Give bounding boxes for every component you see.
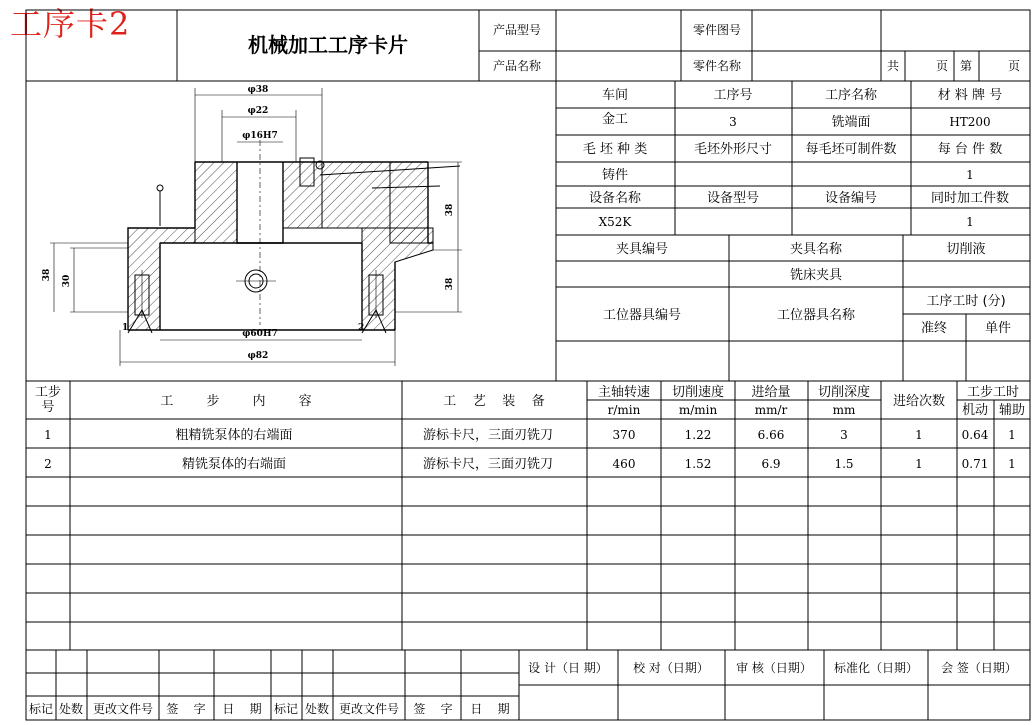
- page-no-page-label: 页: [1007, 59, 1021, 73]
- steps-grid: [26, 381, 1030, 650]
- equip-name-label: 设备名称: [588, 191, 642, 206]
- step-time-header: 工步工时: [966, 385, 1020, 400]
- date-label-2: 日 期: [470, 702, 510, 716]
- step-feed: 6.9: [761, 457, 781, 471]
- date-label: 日 期: [222, 702, 262, 716]
- dim-vertical-left-outer: 38: [42, 268, 52, 282]
- dim-phi38: φ38: [247, 85, 269, 95]
- step-aux-time: 1: [1008, 457, 1016, 471]
- prep-time-label: 准终: [920, 321, 948, 336]
- step-aux-time: 1: [1008, 428, 1016, 442]
- review-label: 审 核（日期）: [736, 661, 812, 675]
- workshop-label: 车间: [601, 88, 629, 103]
- step-speed: 1.22: [684, 428, 712, 442]
- unit-time-label: 单件: [984, 321, 1012, 336]
- simultaneous-label: 同时加工件数: [930, 191, 1010, 206]
- locator-mark-1: 1: [122, 323, 129, 333]
- op-name-label: 工序名称: [824, 88, 878, 103]
- locator-mark-2: 2: [358, 323, 365, 333]
- product-name-label: 产品名称: [492, 59, 542, 73]
- step-depth: 1.5: [834, 457, 854, 471]
- aux-time-header: 辅助: [998, 403, 1026, 418]
- dim-phi82: φ82: [247, 351, 269, 361]
- count-label: 处数: [58, 702, 84, 716]
- dim-phi60: φ60H7: [242, 329, 278, 339]
- product-model-label: 产品型号: [492, 23, 542, 37]
- fixture-name-label: 夹具名称: [789, 242, 843, 257]
- op-time-label: 工序工时 (分): [926, 294, 1006, 309]
- step-equipment: 游标卡尺，三面刃铣刀: [422, 428, 554, 443]
- check-label: 校 对（日期）: [633, 661, 709, 675]
- parts-per-blank-label: 每毛坯可制件数: [805, 142, 897, 157]
- op-no-label: 工序号: [713, 88, 753, 103]
- equip-no-label: 设备编号: [824, 191, 878, 206]
- station-tool-name-label: 工位器具名称: [776, 308, 856, 323]
- step-content: 精铣泵体的右端面: [181, 457, 287, 472]
- step-no: 2: [44, 457, 52, 471]
- dim-vertical-lower: 38: [445, 277, 455, 291]
- count-label-2: 处数: [304, 702, 330, 716]
- blank-type-label: 毛 坯 种 类: [582, 142, 648, 157]
- design-label: 设 计（日 期）: [528, 661, 608, 675]
- dim-vertical-upper: 38: [445, 203, 455, 217]
- op-name-value: 铣端面: [831, 115, 871, 130]
- step-spindle: 460: [612, 457, 636, 471]
- blank-type-value: 铸件: [601, 168, 629, 183]
- equipment-header: 工 艺 装 备: [443, 394, 545, 409]
- op-no-value: 3: [729, 115, 737, 129]
- standardize-label: 标准化（日期）: [833, 661, 919, 675]
- step-speed: 1.52: [684, 457, 712, 471]
- card-title: 机械加工工序卡片: [248, 33, 408, 57]
- feed-header: 进给量: [751, 385, 791, 400]
- change-doc-label-2: 更改文件号: [338, 702, 400, 716]
- equip-name-value: X52K: [598, 215, 632, 229]
- part-drawing: [42, 85, 462, 366]
- equip-model-label: 设备型号: [706, 191, 760, 206]
- station-tool-no-label: 工位器具编号: [602, 308, 682, 323]
- dim-phi22: φ22: [247, 106, 269, 116]
- step-no: 1: [44, 428, 52, 442]
- step-machine-time: 0.64: [961, 428, 989, 442]
- material-label: 材 料 牌 号: [937, 88, 1003, 103]
- table-row: [44, 456, 1016, 472]
- feed-unit: mm/r: [754, 403, 788, 417]
- step-equipment: 游标卡尺，三面刃铣刀: [422, 457, 554, 472]
- step-spindle: 370: [612, 428, 636, 442]
- material-value: HT200: [949, 115, 991, 129]
- part-drawing-no-label: 零件图号: [692, 23, 742, 37]
- signature-label: 签 字: [166, 702, 206, 716]
- step-content-header: 工 步 内 容: [160, 394, 312, 409]
- table-row: [44, 427, 1016, 443]
- spindle-unit: r/min: [607, 403, 641, 417]
- passes-header: 进给次数: [892, 394, 946, 409]
- blank-size-label: 毛坯外形尺寸: [693, 142, 773, 157]
- step-passes: 1: [915, 457, 923, 471]
- step-passes: 1: [915, 428, 923, 442]
- dim-phi16: φ16H7: [242, 131, 278, 141]
- step-content: 粗精铣泵体的右端面: [175, 428, 293, 443]
- simultaneous-value: 1: [966, 215, 974, 229]
- card-label: 工序卡2: [10, 5, 131, 43]
- change-doc-label: 更改文件号: [92, 702, 154, 716]
- coolant-label: 切削液: [946, 242, 986, 257]
- cut-speed-header: 切削速度: [671, 385, 725, 400]
- fixture-name-value: 铣床夹具: [789, 268, 843, 283]
- step-no-header: 工步号: [34, 385, 62, 415]
- countersign-label: 会 签（日期）: [941, 661, 1017, 675]
- depth-unit: mm: [832, 403, 856, 417]
- total-page-label: 页: [935, 59, 949, 73]
- spindle-header: 主轴转速: [597, 385, 651, 400]
- total-label: 共: [886, 59, 900, 73]
- mark-label: 标记: [28, 702, 54, 716]
- part-name-label: 零件名称: [692, 59, 742, 73]
- step-feed: 6.66: [757, 428, 785, 442]
- per-unit-value: 1: [966, 168, 974, 182]
- signature-label-2: 签 字: [413, 702, 453, 716]
- fixture-no-label: 夹具编号: [615, 242, 669, 257]
- step-depth: 3: [840, 428, 848, 442]
- dim-vertical-left-inner: 30: [62, 274, 72, 288]
- machine-time-header: 机动: [961, 403, 989, 418]
- per-unit-label: 每 台 件 数: [937, 142, 1003, 157]
- depth-header: 切削深度: [817, 385, 871, 400]
- mark-label-2: 标记: [273, 702, 299, 716]
- cut-speed-unit: m/min: [678, 403, 718, 417]
- workshop-value: 金工: [601, 112, 629, 127]
- page-no-label: 第: [959, 59, 973, 73]
- step-machine-time: 0.71: [961, 457, 989, 471]
